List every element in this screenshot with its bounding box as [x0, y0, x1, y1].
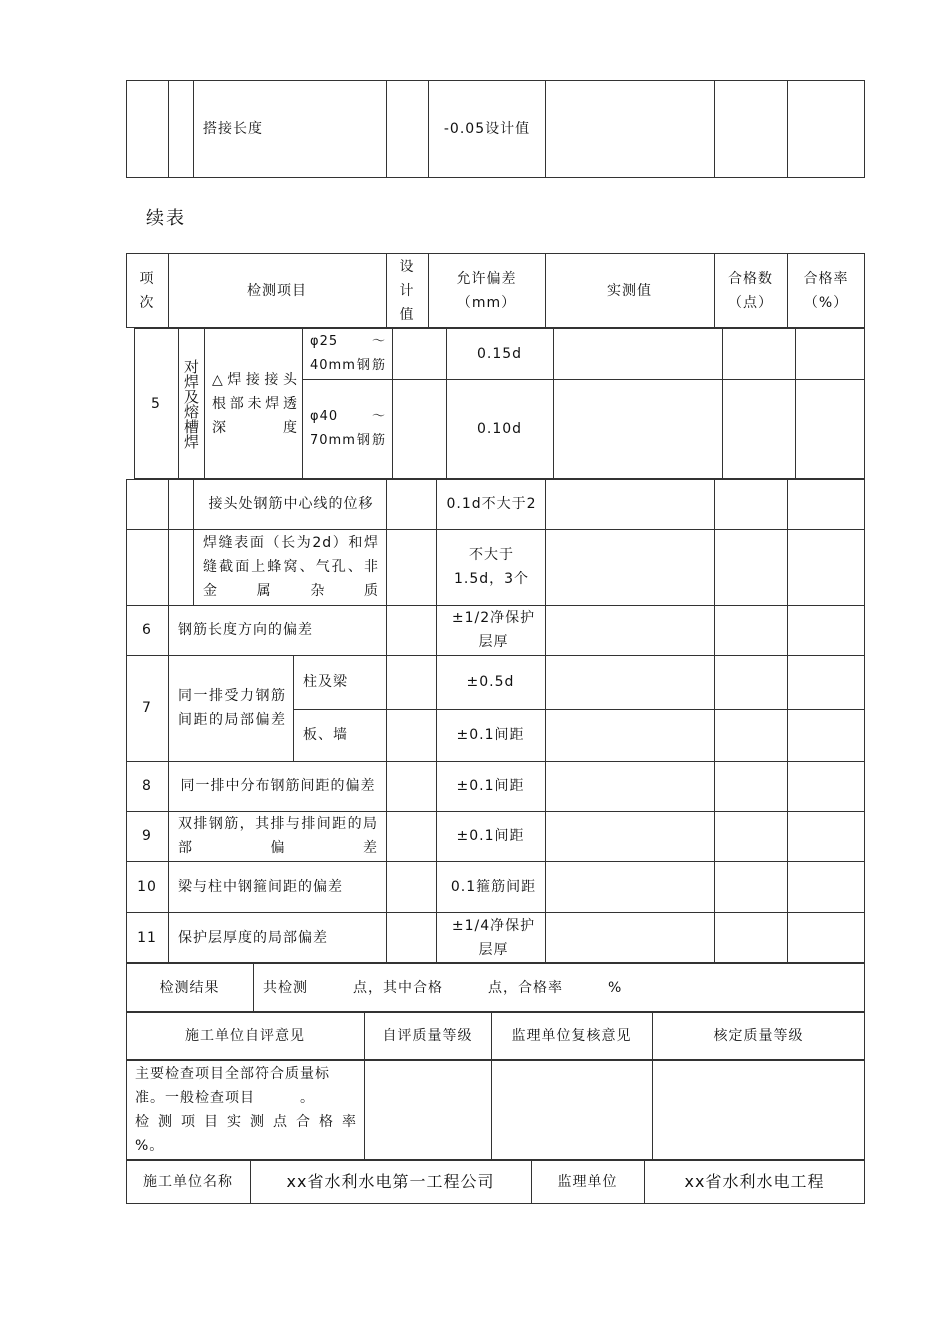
row-5-sub: △焊接接头根部未焊透深度 — [212, 371, 298, 436]
row-7-spec-2: 板、墙 — [303, 727, 348, 743]
supervisor-name: xx省水利水电工程 — [684, 1172, 825, 1191]
row-7-tolerance-1: ±0.5d — [466, 674, 515, 690]
contractor-label: 施工单位名称 — [143, 1174, 233, 1190]
row-6-tolerance: ±1/2净保护层厚 — [451, 610, 536, 650]
opinion-header — [126, 1012, 865, 1060]
row-weld-tolerance: 不大于1.5d，3个 — [453, 547, 530, 587]
result-label: 检测结果 — [159, 979, 220, 996]
result-row — [126, 963, 865, 1012]
row-7-seq: 7 — [142, 700, 152, 716]
row-5-group: 对焊及熔槽焊 — [182, 358, 200, 449]
footer-row — [126, 1160, 865, 1204]
row-7-tolerance-2: ±0.1间距 — [456, 727, 525, 743]
opinion-line-1: 主要检查项目全部符合质量标准。一般检查项目 。 — [135, 1066, 330, 1106]
row-8-seq: 8 — [142, 778, 152, 794]
row-10-tolerance: 0.1箍筋间距 — [450, 878, 537, 895]
row-5-tolerance-1: 0.15d — [476, 345, 523, 362]
result-text: 共检测 点，其中合格 点，合格率 % — [263, 979, 623, 996]
top-row-tolerance: -0.05设计值 — [443, 121, 531, 137]
row-6-seq: 6 — [142, 622, 152, 638]
row-5-block — [134, 328, 865, 479]
header-pass-count: 合格数 （点） — [728, 270, 773, 311]
row-10-seq: 10 — [137, 878, 157, 895]
row-offset-tolerance: 0.1d不大于2 — [446, 496, 537, 512]
header-tolerance: 允许偏差 （mm） — [456, 270, 517, 311]
table-header — [126, 253, 865, 328]
supervisor-label: 监理单位 — [557, 1174, 618, 1190]
opinion-body — [126, 1060, 865, 1160]
top-row-item: 搭接长度 — [203, 121, 263, 137]
opinion-text — [135, 1062, 402, 1158]
row-9-item: 双排钢筋，其排与排间距的局部偏差 — [178, 816, 378, 856]
row-5-seq: 5 — [151, 395, 161, 412]
row-8-tolerance: ±0.1间距 — [456, 778, 525, 794]
row-8-item: 同一排中分布钢筋间距的偏差 — [180, 778, 376, 794]
row-7-item: 同一排受力钢筋间距的局部偏差 — [178, 688, 286, 728]
row-5-spec-1: φ25 ～40mm钢筋 — [310, 333, 386, 373]
opinion-line-2: 检测项目实测点合格率 %。 — [135, 1114, 402, 1154]
row-9-tolerance: ±0.1间距 — [456, 828, 525, 844]
header-seq: 项 次 — [139, 270, 155, 311]
row-10-item: 梁与柱中钢箍间距的偏差 — [178, 878, 343, 895]
row-offset-item: 接头处钢筋中心线的位移 — [208, 496, 374, 512]
top-row-block — [126, 80, 865, 178]
self-grade-header: 自评质量等级 — [382, 1028, 473, 1044]
row-11-seq: 11 — [137, 929, 157, 946]
final-grade-header: 核定质量等级 — [713, 1028, 804, 1044]
row-5-tolerance-2: 0.10d — [476, 421, 523, 437]
row-6-item: 钢筋长度方向的偏差 — [178, 622, 313, 638]
row-9-seq: 9 — [142, 828, 152, 844]
contractor-name: xx省水利水电第一工程公司 — [286, 1172, 495, 1191]
header-measured: 实测值 — [607, 282, 652, 299]
self-eval-header: 施工单位自评意见 — [185, 1028, 305, 1044]
header-design: 设 计 值 — [399, 258, 415, 323]
row-11-tolerance: ±1/4净保护层厚 — [451, 917, 536, 958]
table-body — [126, 479, 865, 963]
continued-label: 续表 — [146, 208, 186, 229]
supervisor-review-header: 监理单位复核意见 — [511, 1028, 632, 1044]
header-pass-rate: 合格率 （%） — [803, 270, 849, 311]
row-weld-item: 焊缝表面（长为2d）和焊缝截面上蜂窝、气孔、非金属杂质 — [203, 535, 379, 599]
row-5-spec-2: φ40 ～70mm钢筋 — [310, 409, 386, 448]
header-item: 检测项目 — [247, 282, 307, 299]
row-7-spec-1: 柱及梁 — [303, 674, 348, 690]
row-11-item: 保护层厚度的局部偏差 — [178, 929, 328, 946]
